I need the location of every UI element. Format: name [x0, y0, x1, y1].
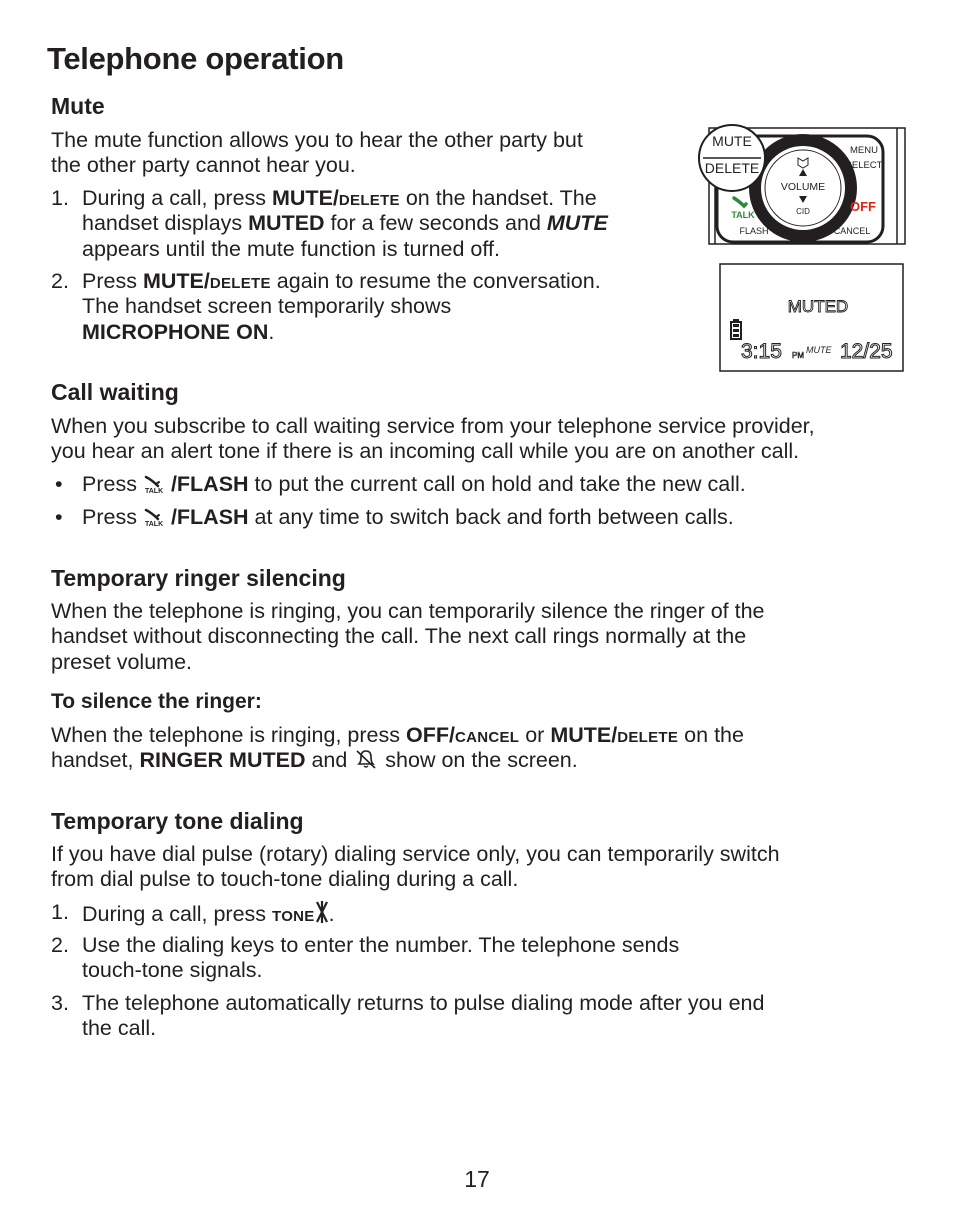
mute-step-1-line3: appears until the mute function is turned off.	[82, 237, 500, 261]
ringer-para-line1: When the telephone is ringing, you can temporarily silence the ringer of the	[51, 599, 765, 623]
mute-step-2-line1: Press MUTE/DELETE again to resume the conversation.	[82, 269, 601, 293]
page-title: Telephone operation	[47, 41, 344, 76]
tone-step-2-line2: touch-tone signals.	[82, 958, 263, 982]
handset-screen-illustration	[719, 263, 905, 373]
keypad-select-label: SELECT	[845, 160, 883, 171]
keypad-volume-label: VOLUME	[780, 181, 826, 193]
mute-intro-line2: the other party cannot hear you.	[51, 153, 356, 177]
talk-icon	[143, 474, 171, 494]
keypad-mute-label: MUTE	[712, 133, 752, 149]
ringer-heading: Temporary ringer silencing	[51, 565, 346, 591]
svg-text:TALK: TALK	[144, 488, 164, 494]
mute-step-1-number: 1.	[51, 186, 69, 210]
handset-keypad-illustration	[697, 122, 909, 248]
tone-step-3-line1: The telephone automatically returns to pulse dialing mode after you end	[82, 991, 765, 1015]
page-number: 17	[464, 1166, 490, 1192]
tone-step-3-number: 3.	[51, 991, 69, 1015]
talk-icon	[143, 507, 171, 527]
keypad-flash-label: FLASH	[739, 226, 769, 236]
ringer-off-icon	[353, 748, 379, 770]
screen-date: 12/25	[840, 340, 893, 363]
screen-time: 3:15	[741, 340, 782, 363]
tone-para-line1: If you have dial pulse (rotary) dialing service only, you can temporarily switch	[51, 842, 780, 866]
tone-step-1: During a call, press TONE .	[82, 902, 335, 926]
mute-step-1-line2: handset displays MUTED for a few seconds and MUTE	[82, 211, 608, 235]
screen-mute-indicator: MUTE	[806, 345, 832, 355]
ringer-instruction-line2: handset, RINGER MUTED and show on the screen.	[51, 748, 578, 772]
tone-step-3-line2: the call.	[82, 1016, 157, 1040]
screen-ampm: PM	[792, 351, 804, 360]
call-waiting-bullet-2: Press TALK /FLASH at any time to switch back and forth between calls.	[82, 505, 734, 529]
bullet-1: •	[55, 472, 63, 496]
ringer-instruction-line1: When the telephone is ringing, press OFF/CANCEL or MUTE/DELETE on the	[51, 723, 744, 747]
keypad-cid-label: CID	[796, 207, 810, 216]
mute-heading: Mute	[51, 93, 105, 119]
ringer-subheading: To silence the ringer:	[51, 690, 262, 713]
screen-muted-text: MUTED	[787, 297, 849, 316]
keypad-cancel-label: CANCEL	[833, 226, 871, 236]
tone-step-1-number: 1.	[51, 900, 69, 924]
ringer-para-line2: handset without disconnecting the call. The next call rings normally at the	[51, 624, 747, 648]
svg-text:TALK: TALK	[144, 521, 164, 527]
keypad-talk-label: TALK	[731, 210, 755, 220]
mute-step-2-line3: MICROPHONE ON.	[82, 320, 275, 344]
mute-step-1-line1: During a call, press MUTE/DELETE on the handset. The	[82, 186, 597, 210]
call-waiting-para-line2: you hear an alert tone if there is an incoming call while you are on another call.	[51, 439, 800, 463]
mute-intro-line1: The mute function allows you to hear the other party but	[51, 128, 583, 152]
keypad-menu-label: MENU	[850, 145, 878, 156]
mute-step-2-line2: The handset screen temporarily shows	[82, 294, 452, 318]
tone-para-line2: from dial pulse to touch-tone dialing during a call.	[51, 867, 519, 891]
ringer-para-line3: preset volume.	[51, 650, 193, 674]
call-waiting-bullet-1: Press TALK /FLASH to put the current call on hold and take the new call.	[82, 472, 746, 496]
keypad-off-label: OFF	[850, 199, 876, 214]
star-key-icon	[315, 900, 329, 924]
bullet-2: •	[55, 505, 63, 529]
keypad-delete-label: DELETE	[704, 160, 760, 176]
tone-step-2-line1: Use the dialing keys to enter the number. The telephone sends	[82, 933, 680, 957]
call-waiting-heading: Call waiting	[51, 379, 179, 405]
tone-step-2-number: 2.	[51, 933, 69, 957]
tone-heading: Temporary tone dialing	[51, 808, 304, 834]
call-waiting-para-line1: When you subscribe to call waiting service from your telephone service provider,	[51, 414, 815, 438]
mute-step-2-number: 2.	[51, 269, 69, 293]
